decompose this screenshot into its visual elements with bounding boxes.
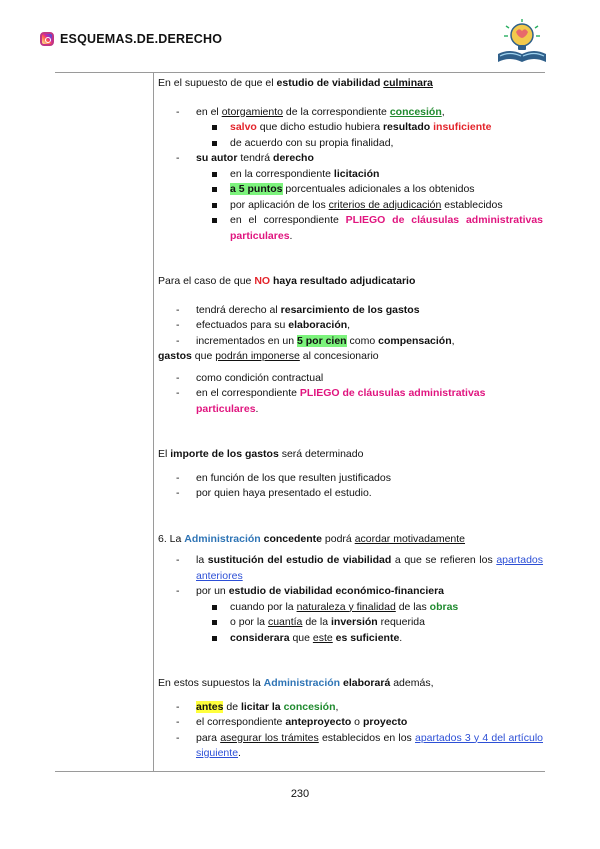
page-number: 230 xyxy=(290,788,310,800)
page-content xyxy=(158,76,543,762)
list-item: - por quien haya presentado el estudio. xyxy=(158,486,543,502)
paragraph-gastos: gastos que podrán imponerse al concesionario xyxy=(158,350,379,362)
list-item: - como condición contractual xyxy=(158,371,543,387)
list-item: - para asegurar los trámites establecidos en los apartados 3 y 4 del artículo siguiente. xyxy=(158,731,543,762)
instagram-icon[interactable] xyxy=(40,32,54,46)
list-item: cuando por la naturaleza y finalidad de las obras xyxy=(158,600,543,616)
list-item: - su autor tendrá derecho xyxy=(158,151,543,167)
apartados-anteriores-link[interactable]: apartados anteriores xyxy=(196,554,544,582)
list-item: - efectuados para su elaboración, xyxy=(158,318,543,334)
brand-name[interactable]: ESQUEMAS.DE.DERECHO xyxy=(60,32,223,46)
list-item: por aplicación de los criterios de adjudicación establecidos xyxy=(158,198,543,214)
paragraph-no-adjudicatario: Para el caso de que NO haya resultado adjudicatario xyxy=(158,275,416,287)
list-item: - en el otorgamiento de la correspondiente concesión, xyxy=(158,105,543,121)
list-item: - en el correspondiente PLIEGO de cláusulas administrativas particulares. xyxy=(158,386,543,417)
list-item: salvo que dicho estudio hubiera resultado insuficiente xyxy=(158,120,543,136)
list-item: considerara que este es suficiente. xyxy=(158,631,543,647)
paragraph-viabilidad: En el supuesto de que el estudio de viabilidad culminara xyxy=(158,77,433,89)
list-item: - la sustitución del estudio de viabilidad a que se refieren los apartados anteriores xyxy=(158,553,543,584)
list-item: - por un estudio de viabilidad económico-financiera xyxy=(158,584,543,600)
list-item: - en función de los que resulten justificados xyxy=(158,471,543,487)
list-item: - el correspondiente anteproyecto o proyecto xyxy=(158,715,543,731)
paragraph-administracion: 6. La Administración concedente podrá acordar motivadamente xyxy=(158,532,466,545)
list-item: o por la cuantía de la inversión requerida xyxy=(158,615,543,631)
apartados-articulo-link[interactable]: apartados 3 y 4 del artículo siguiente xyxy=(196,731,543,759)
list-item: en el correspondiente PLIEGO de cláusulas administrativas particulares. xyxy=(158,213,543,244)
list-item: a 5 puntos porcentuales adicionales a los obtenidos xyxy=(158,182,543,198)
top-rule xyxy=(55,72,545,73)
list-item: - tendrá derecho al resarcimiento de los gastos xyxy=(158,303,543,319)
list-item: de acuerdo con su propia finalidad, xyxy=(158,136,543,152)
list-item: - antes de licitar la concesión, xyxy=(158,700,543,716)
paragraph-supuestos: En estos supuestos la Administración elaborará además, xyxy=(158,677,434,689)
lightbulb-brain-books-logo xyxy=(494,18,550,66)
paragraph-importe: El importe de los gastos será determinado xyxy=(158,448,364,460)
list-item: en la correspondiente licitación xyxy=(158,167,543,183)
list-item: - incrementados en un 5 por cien como compensación, xyxy=(158,334,543,350)
bottom-rule xyxy=(55,771,545,772)
margin-line xyxy=(153,72,154,771)
header xyxy=(40,32,222,46)
